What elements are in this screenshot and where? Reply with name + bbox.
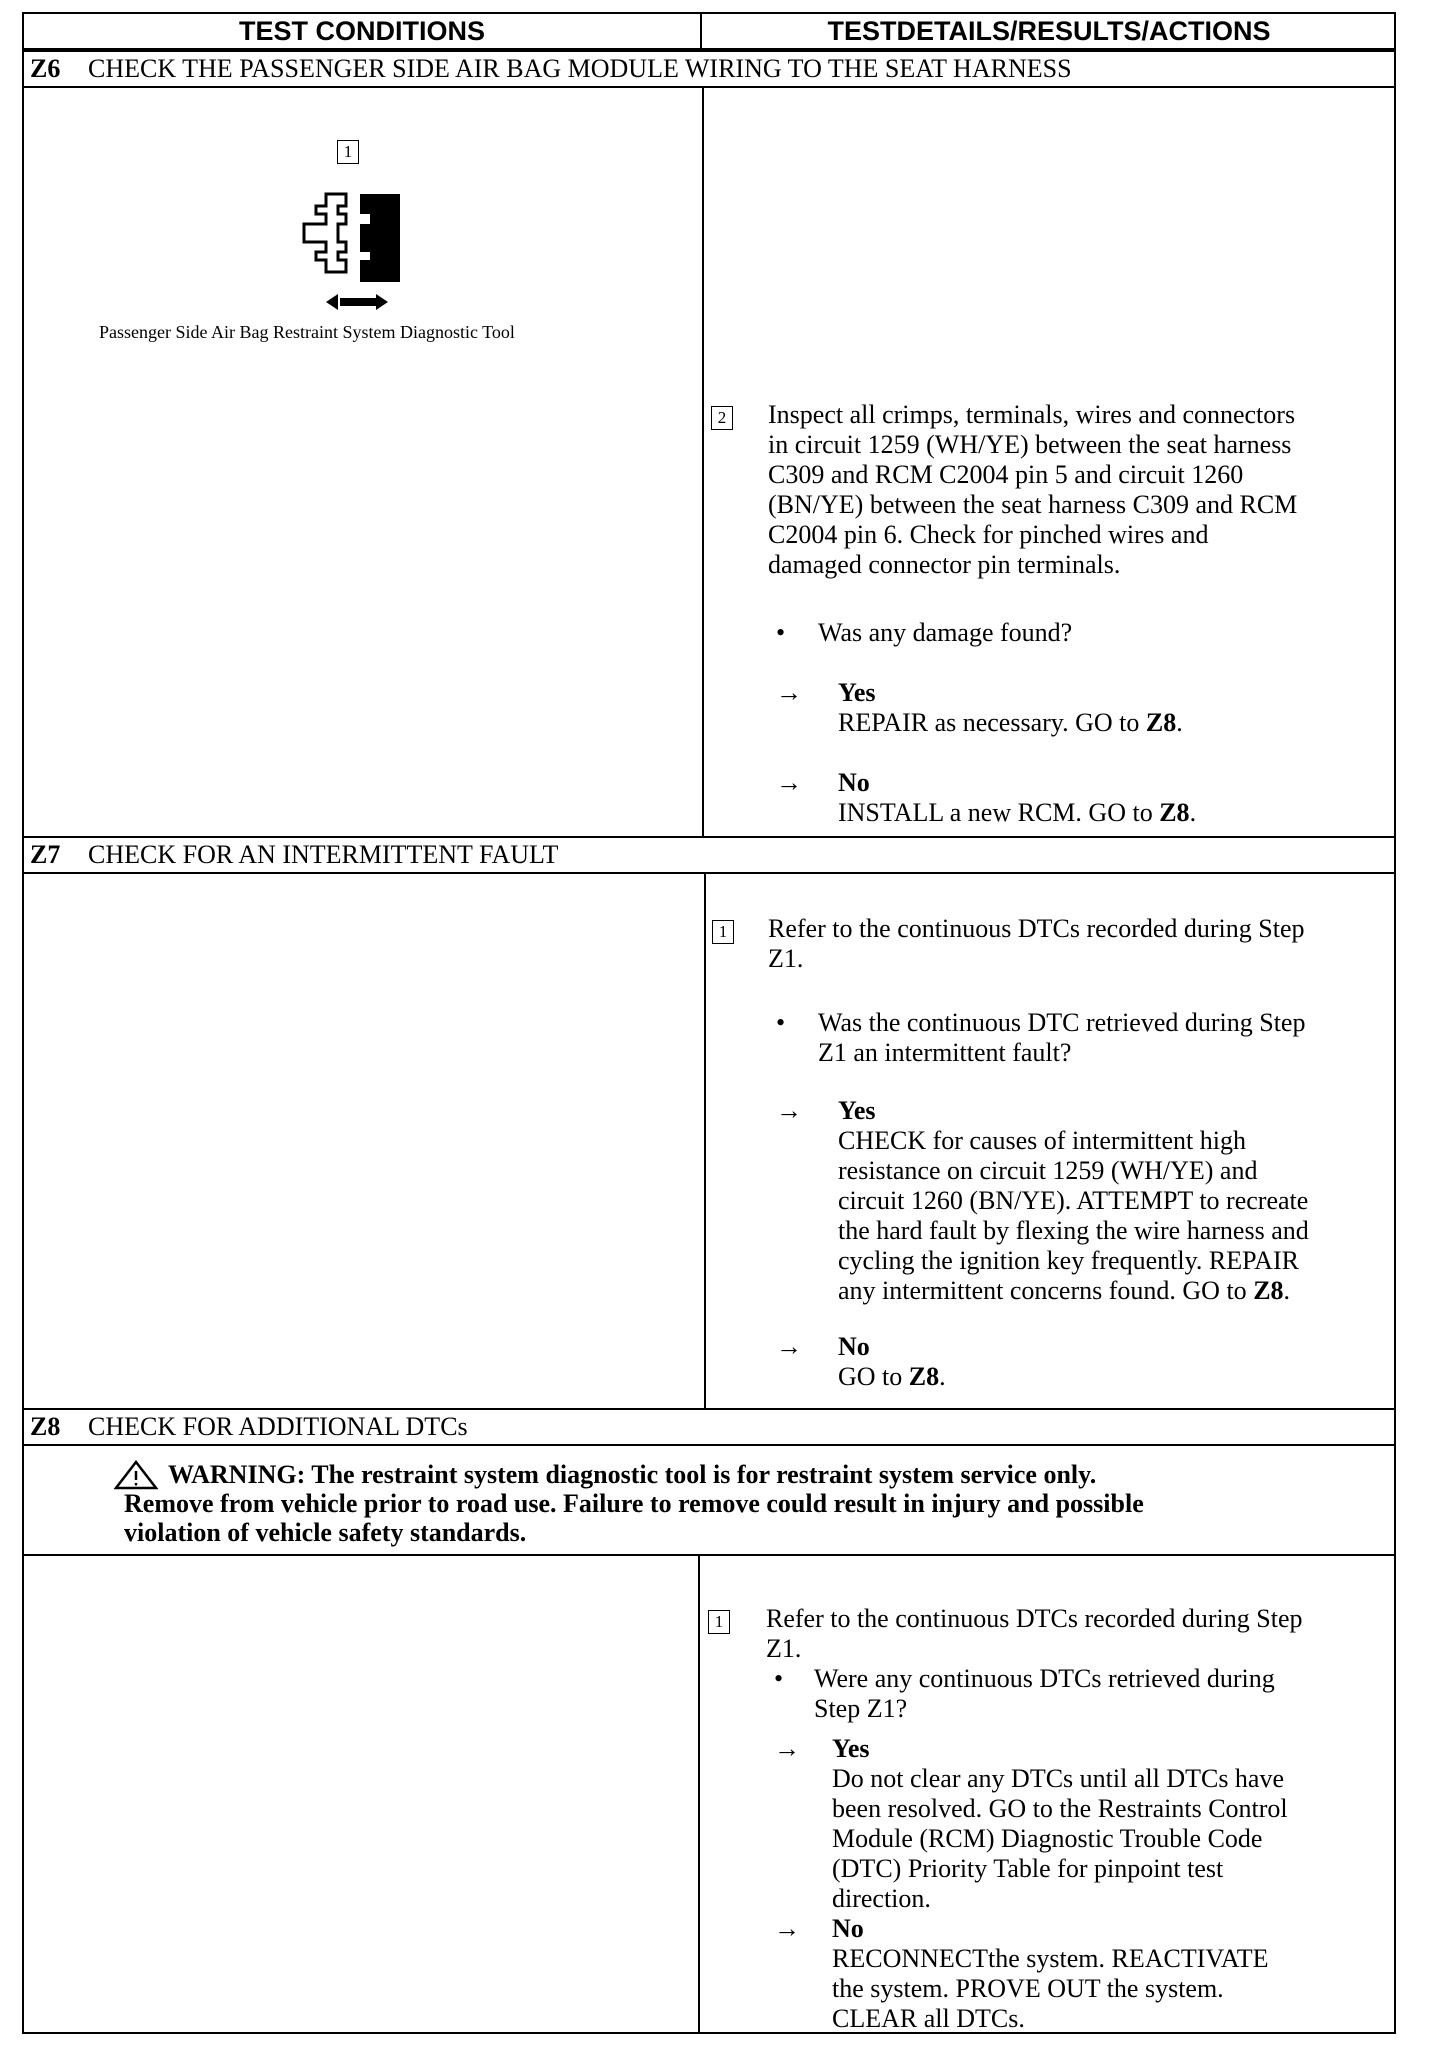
bullet-icon: • xyxy=(776,1008,786,1037)
step-box: 1 xyxy=(712,920,734,944)
z7-question: Was the continuous DTC retrieved during Step Z1 an intermittent fault? xyxy=(818,1008,1306,1067)
section-z6-header xyxy=(24,50,1394,88)
bullet-icon: • xyxy=(776,618,786,647)
bullet-icon: • xyxy=(774,1664,784,1693)
arrow-icon: → xyxy=(774,1914,800,1943)
section-number: Z6 xyxy=(30,54,61,83)
column-divider xyxy=(704,874,706,1408)
section-title: CHECK FOR AN INTERMITTENT FAULT xyxy=(88,840,559,869)
header-test-conditions: TEST CONDITIONS xyxy=(24,14,702,50)
diagram-caption: Passenger Side Air Bag Restraint System Diagnostic Tool xyxy=(99,322,515,342)
step-box: 2 xyxy=(711,406,733,430)
connector-diagram xyxy=(282,176,432,316)
diagram-step-box: 1 xyxy=(337,140,359,164)
z8-yes: Yes Do not clear any DTCs until all DTCs have been resolved. GO to the Restraints Control Module (RCM) Diagnostic Trouble Code (DTC) Priority Table for pinpoint test direction. xyxy=(832,1734,1288,1913)
section-z7-header xyxy=(24,836,1394,874)
z8-question: Were any continuous DTCs retrieved during Step Z1? xyxy=(814,1664,1275,1723)
column-divider xyxy=(698,1556,700,2034)
divider xyxy=(24,1554,1394,1556)
header-test-details: TESTDETAILS/RESULTS/ACTIONS xyxy=(702,14,1396,50)
z6-no: No INSTALL a new RCM. GO to Z8. xyxy=(838,768,1197,827)
z7-step-text: Refer to the continuous DTCs recorded during Step Z1. xyxy=(768,914,1305,973)
section-number: Z7 xyxy=(30,840,61,869)
z7-no: No GO to Z8. xyxy=(838,1332,946,1391)
section-z8-header xyxy=(24,1408,1394,1446)
arrow-icon: → xyxy=(776,768,802,797)
connector-solid-half xyxy=(360,194,400,282)
z8-no: No RECONNECTthe system. REACTIVATE the system. PROVE OUT the system. CLEAR all DTCs. xyxy=(832,1914,1269,2033)
arrow-icon: → xyxy=(776,678,802,707)
section-title: CHECK THE PASSENGER SIDE AIR BAG MODULE WIRING TO THE SEAT HARNESS xyxy=(88,54,1072,83)
warning-text: WARNING: The restraint system diagnostic tool is for restraint system service only. Remove from vehicle prior to road use. Failure to remove could result in injury and possible violation of vehicle safety standards. xyxy=(124,1460,1144,1547)
step-box: 1 xyxy=(708,1610,730,1634)
z6-yes: Yes REPAIR as necessary. GO to Z8. xyxy=(838,678,1183,737)
z8-step-text: Refer to the continuous DTCs recorded during Step Z1. xyxy=(766,1604,1303,1663)
section-number: Z8 xyxy=(30,1412,61,1441)
connector-open-half xyxy=(304,194,346,272)
z6-step-text: Inspect all crimps, terminals, wires and connectors in circuit 1259 (WH/YE) between the seat harness C309 and RCM C2004 pin 5 and circuit 1260 (BN/YE) between the seat harness C309 and RCM C2004 pin 6. Check for pinched wires and damaged connector pin terminals. xyxy=(768,400,1298,579)
column-divider xyxy=(702,88,704,836)
double-arrow-icon xyxy=(326,294,338,310)
arrow-icon: → xyxy=(776,1332,802,1361)
z7-yes: Yes CHECK for causes of intermittent high resistance on circuit 1259 (WH/YE) and circuit 1260 (BN/YE). ATTEMPT to recreate the hard fault by flexing the wire harness and cycling the ignition key frequently. REPAIR any intermittent concerns found. GO to Z8. xyxy=(838,1096,1309,1305)
z6-question: Was any damage found? xyxy=(818,618,1073,647)
section-title: CHECK FOR ADDITIONAL DTCs xyxy=(88,1412,468,1441)
procedure-table xyxy=(22,12,1396,2034)
arrow-icon: → xyxy=(776,1096,802,1125)
arrow-icon: → xyxy=(774,1734,800,1763)
